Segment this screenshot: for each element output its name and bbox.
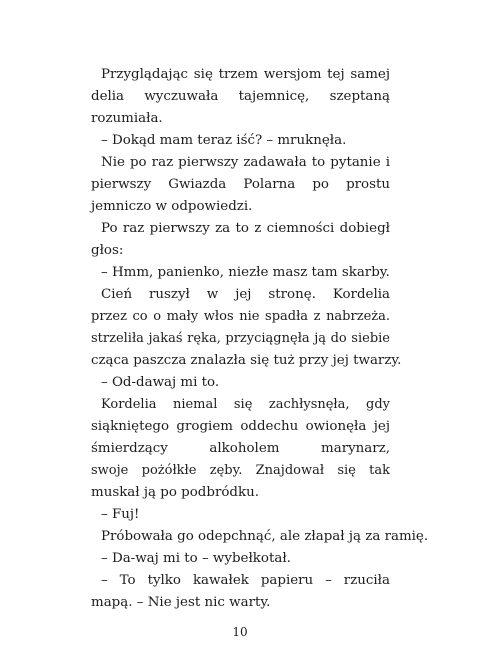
page-number: 10 bbox=[232, 625, 248, 639]
text-line-24: – To tylko kawałek papieru – rzuciła bbox=[101, 573, 390, 588]
text-line-19: swoje pożółkłe zęby. Znajdował się tak bbox=[91, 463, 390, 478]
text-line-11: Cień ruszył w jej stronę. Kordelia bbox=[101, 287, 390, 302]
text-line-15: – Od-dawaj mi to. bbox=[101, 375, 220, 390]
text-line-7: jemniczo w odpowiedzi. bbox=[91, 199, 253, 214]
text-line-22: Próbowała go odepchnąć, ale złapał ją za ramię. bbox=[101, 529, 429, 544]
text-line-18: śmierdzący alkoholem marynarz, bbox=[91, 441, 390, 456]
text-line-14: cząca paszcza znalazła się tuż przy jej twarzy. bbox=[91, 353, 402, 368]
text-line-23: – Da-waj mi to – wybełkotał. bbox=[101, 551, 291, 566]
text-line-8: Po raz pierwszy za to z ciemności dobiegł bbox=[101, 221, 390, 236]
text-line-2: delia wyczuwała tajemnicę, szeptaną bbox=[91, 89, 390, 104]
text-line-9: głos: bbox=[91, 243, 124, 258]
text-line-16: Kordelia niemal się zachłysnęła, gdy bbox=[101, 397, 390, 412]
text-line-3: rozumiała. bbox=[91, 111, 163, 126]
text-line-21: – Fuj! bbox=[101, 507, 140, 522]
text-line-17: siąkniętego grogiem oddechu owionęła jej bbox=[91, 419, 390, 434]
text-line-12: przez co o mały włos nie spadła z nabrzeża. bbox=[91, 309, 390, 324]
text-line-20: muskał ją po podbródku. bbox=[91, 485, 259, 500]
text-line-6: pierwszy Gwiazda Polarna po prostu bbox=[91, 177, 390, 192]
text-line-5: Nie po raz pierwszy zadawała to pytanie i bbox=[101, 155, 390, 170]
text-line-25: mapą. – Nie jest nic warty. bbox=[91, 595, 271, 610]
text-line-1: Przyglądając się trzem wersjom tej samej bbox=[101, 67, 390, 82]
text-line-4: – Dokąd mam teraz iść? – mruknęła. bbox=[101, 133, 347, 148]
text-line-13: strzeliła jakaś ręka, przyciągnęła ją do siebie bbox=[91, 331, 390, 346]
text-line-10: – Hmm, panienko, niezłe masz tam skarby. bbox=[101, 265, 390, 280]
